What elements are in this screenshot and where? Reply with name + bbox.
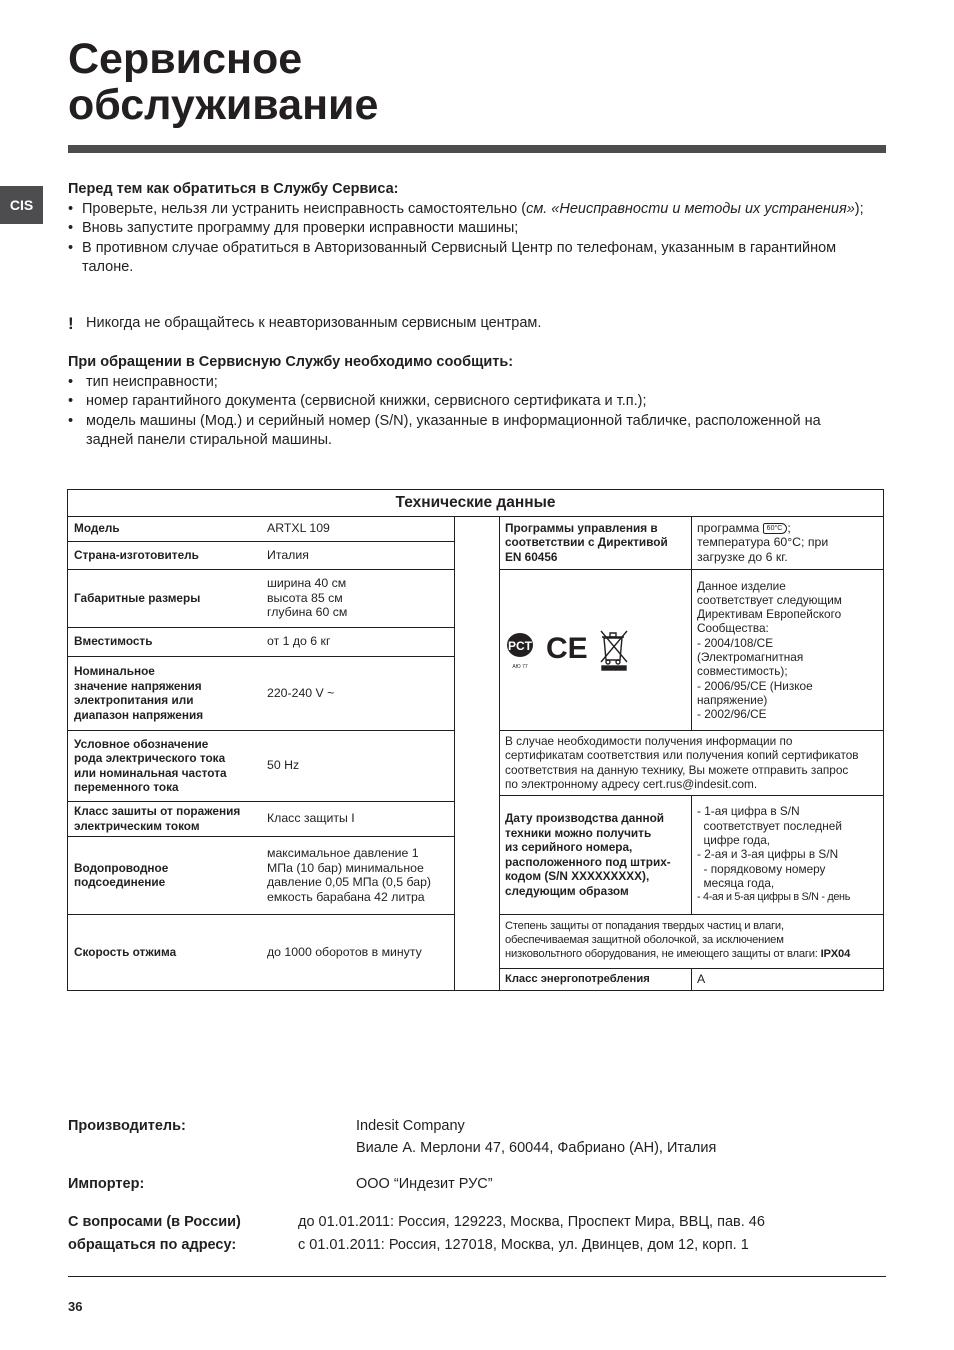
list-item-text-end: ); xyxy=(854,200,864,217)
table-divider xyxy=(499,516,500,990)
manufacturer-label: Производитель: xyxy=(68,1118,186,1134)
contact-label xyxy=(68,1211,241,1256)
text-line: - 2004/108/CE xyxy=(697,635,774,650)
dimension-height: высота 85 см xyxy=(267,590,343,605)
warning-note xyxy=(68,314,888,336)
programs-value-line1 xyxy=(697,521,791,536)
text-line: соответствует последней xyxy=(697,818,842,833)
text-line: В случае необходимости получения информации по xyxy=(505,733,793,748)
warning-text: Никогда не обращайтесь к неавторизованным сервисным центрам. xyxy=(86,315,542,331)
row-value-water xyxy=(267,836,452,914)
text-line: - 2002/96/CE xyxy=(697,707,767,722)
text-line: цифре года, xyxy=(697,833,771,848)
table-divider xyxy=(691,795,692,914)
text-line: - 2-ая и 3-ая цифры в S/N xyxy=(697,847,839,862)
row-label-capacity: Вместимость xyxy=(74,634,153,649)
text-line: Сообщества: xyxy=(697,621,769,636)
text-line: по электронному адресу cert.rus@indesit.com. xyxy=(505,776,758,791)
contact-label-line2: обращаться по адресу: xyxy=(68,1237,237,1253)
row-value-voltage: 220-240 V ~ xyxy=(267,685,335,700)
contact-label-line1: С вопросами (в России) xyxy=(68,1214,241,1230)
value-line: давление 0,05 МПа (0,5 бар) xyxy=(267,875,432,889)
label-line: Дату производства данной xyxy=(505,811,665,825)
row-label-protection-class xyxy=(74,801,264,836)
manufacturer-address: Виале А. Мерлони 47, 60044, Фабриано (АН), Италия xyxy=(356,1140,717,1156)
row-label-dimensions: Габаритные размеры xyxy=(74,590,201,605)
row-value-spin: до 1000 оборотов в минуту xyxy=(267,944,422,959)
production-date-value xyxy=(697,795,883,914)
before-service-list xyxy=(68,200,888,278)
label-line: техники можно получить xyxy=(505,825,652,840)
text-line: Данное изделие xyxy=(697,578,786,593)
value-line: МПа (10 бар) минимальное xyxy=(267,860,424,875)
label-line: подсоединение xyxy=(74,875,166,889)
label-line: соответствии с Директивой xyxy=(505,535,668,550)
label-line: диапазон напряжения xyxy=(74,707,204,722)
list-item: • В противном случае обратиться в Авторизованный Сервисный Центр по телефонам, указанным в гарантийном талоне. xyxy=(68,239,888,278)
warning-icon: ! xyxy=(68,314,74,333)
manufacturer-info xyxy=(356,1115,716,1159)
row-value-dimensions xyxy=(267,569,452,627)
table-divider xyxy=(691,516,692,569)
importer-label: Импортер: xyxy=(68,1176,145,1192)
dimension-width: ширина 40 см xyxy=(267,576,347,591)
footer-rule xyxy=(68,1276,886,1277)
pct-mark-code: АЮ 77 xyxy=(512,664,528,670)
tech-data-table xyxy=(67,489,884,991)
row-value-model: ARTXL 109 xyxy=(267,521,330,536)
row-label-water xyxy=(74,836,259,914)
table-divider xyxy=(691,569,692,730)
list-item xyxy=(68,200,888,220)
list-item-text: Проверьте, нельзя ли устранить неисправность самостоятельно ( xyxy=(82,200,527,217)
section-tab-cis: CIS xyxy=(0,186,43,224)
pct-mark-text: PCT xyxy=(508,639,532,653)
programs-suffix: ; xyxy=(787,520,791,535)
list-item-italic-ref: см. «Неисправности и методы их устранения» xyxy=(526,200,855,217)
text-line: совместимость); xyxy=(697,664,788,679)
weee-bin-icon xyxy=(601,631,627,670)
title-underline-bar xyxy=(68,145,886,153)
row-value-protection-class: Класс защиты I xyxy=(267,811,355,826)
text-line: - 2006/95/CE (Низкое xyxy=(697,678,813,693)
report-info-section xyxy=(68,353,868,451)
text-line: соответствует следующим xyxy=(697,592,842,607)
label-line: Класс зашиты от поражения xyxy=(74,804,241,818)
manufacturer-name: Indesit Company xyxy=(356,1118,465,1134)
value-line: загрузке до 6 кг. xyxy=(697,549,788,564)
label-line: из серийного номера, xyxy=(505,840,633,854)
row-value-capacity: от 1 до 6 кг xyxy=(267,634,331,649)
text-line: (Электромагнитная xyxy=(697,650,804,664)
value-line: емкость барабана 42 литра xyxy=(267,889,425,904)
label-line: электрическим током xyxy=(74,818,200,833)
table-divider xyxy=(454,516,455,990)
certification-logos-svg xyxy=(506,628,636,672)
row-label-voltage xyxy=(74,656,259,730)
text-line: Степень защиты от попадания твердых частиц и влаги, xyxy=(505,920,784,933)
protection-degree-text xyxy=(505,914,883,968)
programs-prefix: программа xyxy=(697,520,760,535)
dimension-depth: глубина 60 см xyxy=(267,605,348,620)
value-line: максимальное давление 1 xyxy=(267,846,419,860)
label-line: кодом (S/N XXXXXXXXX), xyxy=(505,869,650,883)
text-line: - 1-ая цифра в S/N xyxy=(697,804,800,819)
label-line: рода электрического тока xyxy=(74,751,226,765)
importer-name: ООО “Индезит РУС” xyxy=(356,1176,493,1192)
list-item: • номер гарантийного документа (сервисной книжки, сервисного сертификата и т.п.); xyxy=(68,392,868,412)
row-value-country: Италия xyxy=(267,547,309,562)
text-line: обеспечиваемая защитной оболочкой, за исключением xyxy=(505,934,784,947)
certification-logos xyxy=(506,628,686,673)
row-value-frequency: 50 Hz xyxy=(267,758,300,773)
ce-mark-icon: CE xyxy=(546,632,588,665)
label-line: значение напряжения xyxy=(74,678,202,693)
label-line: или номинальная частота xyxy=(74,765,227,780)
before-service-section xyxy=(68,180,888,278)
table-divider xyxy=(691,968,692,990)
label-line: EN 60456 xyxy=(505,549,558,564)
pct-mark-icon xyxy=(507,633,533,670)
contact-address-line1: до 01.01.2011: Россия, 129223, Москва, Проспект Мира, ВВЦ, пав. 46 xyxy=(298,1214,765,1230)
label-line: расположенного под штрих- xyxy=(505,854,671,869)
page-number: 36 xyxy=(68,1299,83,1314)
page-title-line1: Сервисное xyxy=(68,35,303,83)
list-item: • Вновь запустите программу для проверки исправности машины; xyxy=(68,219,888,239)
text-line xyxy=(505,948,850,962)
label-line: Условное обозначение xyxy=(74,736,209,751)
value-line: температура 60°C; при xyxy=(697,535,829,550)
row-label-model: Модель xyxy=(74,521,120,536)
energy-class-value: A xyxy=(697,971,706,986)
row-label-frequency xyxy=(74,730,259,801)
text-line: месяца года, xyxy=(697,875,775,890)
label-line: Программы управления в xyxy=(505,520,658,535)
cert-contact-text xyxy=(505,730,881,795)
contact-address-line2: с 01.01.2011: Россия, 127018, Москва, ул. Двинцев, дом 12, корп. 1 xyxy=(298,1237,749,1253)
list-item: • модель машины (Мод.) и серийный номер (S/N), указанные в информационной табличке, расположенной на задней панели стиральной машины. xyxy=(68,412,868,451)
programs-label xyxy=(505,516,689,569)
report-info-heading: При обращении в Сервисную Службу необходимо сообщить: xyxy=(68,354,514,370)
production-date-label xyxy=(505,795,689,914)
label-line: Водопроводное xyxy=(74,860,169,875)
list-item: • тип неисправности; xyxy=(68,373,868,393)
contact-addresses xyxy=(298,1211,765,1256)
page-title-line2: обслуживание xyxy=(68,81,379,129)
page-title xyxy=(68,36,378,128)
program-60c-icon: 60°C xyxy=(763,523,788,534)
tech-data-title: Технические данные xyxy=(395,494,556,511)
row-label-spin: Скорость отжима xyxy=(74,944,177,959)
programs-value xyxy=(697,516,881,569)
text-line: - порядковому номеру xyxy=(697,861,826,876)
protection-text-end: низковольтного оборудования, не имеющего защиты от влаги: xyxy=(505,947,821,960)
label-line: переменного тока xyxy=(74,780,179,794)
label-line: электропитания или xyxy=(74,693,194,707)
label-line: следующим образом xyxy=(505,883,629,898)
text-line: - 4-ая и 5-ая цифры в S/N - день xyxy=(697,891,851,904)
protection-rating: IPX04 xyxy=(820,947,851,960)
text-line: соответствия на данную технику, Вы можете отправить запрос xyxy=(505,762,849,777)
before-service-heading: Перед тем как обратиться в Службу Сервиса: xyxy=(68,181,399,197)
text-line: сертификатам соответствия или получения копий сертификатов xyxy=(505,748,859,763)
directives-text xyxy=(697,570,881,730)
label-line: Номинальное xyxy=(74,664,155,678)
text-line: напряжение) xyxy=(697,692,768,707)
text-line: Директивам Европейского xyxy=(697,607,842,622)
energy-class-label: Класс энергопотребления xyxy=(505,972,650,985)
report-info-list xyxy=(68,373,868,451)
row-label-country: Страна-изготовитель xyxy=(74,547,199,562)
